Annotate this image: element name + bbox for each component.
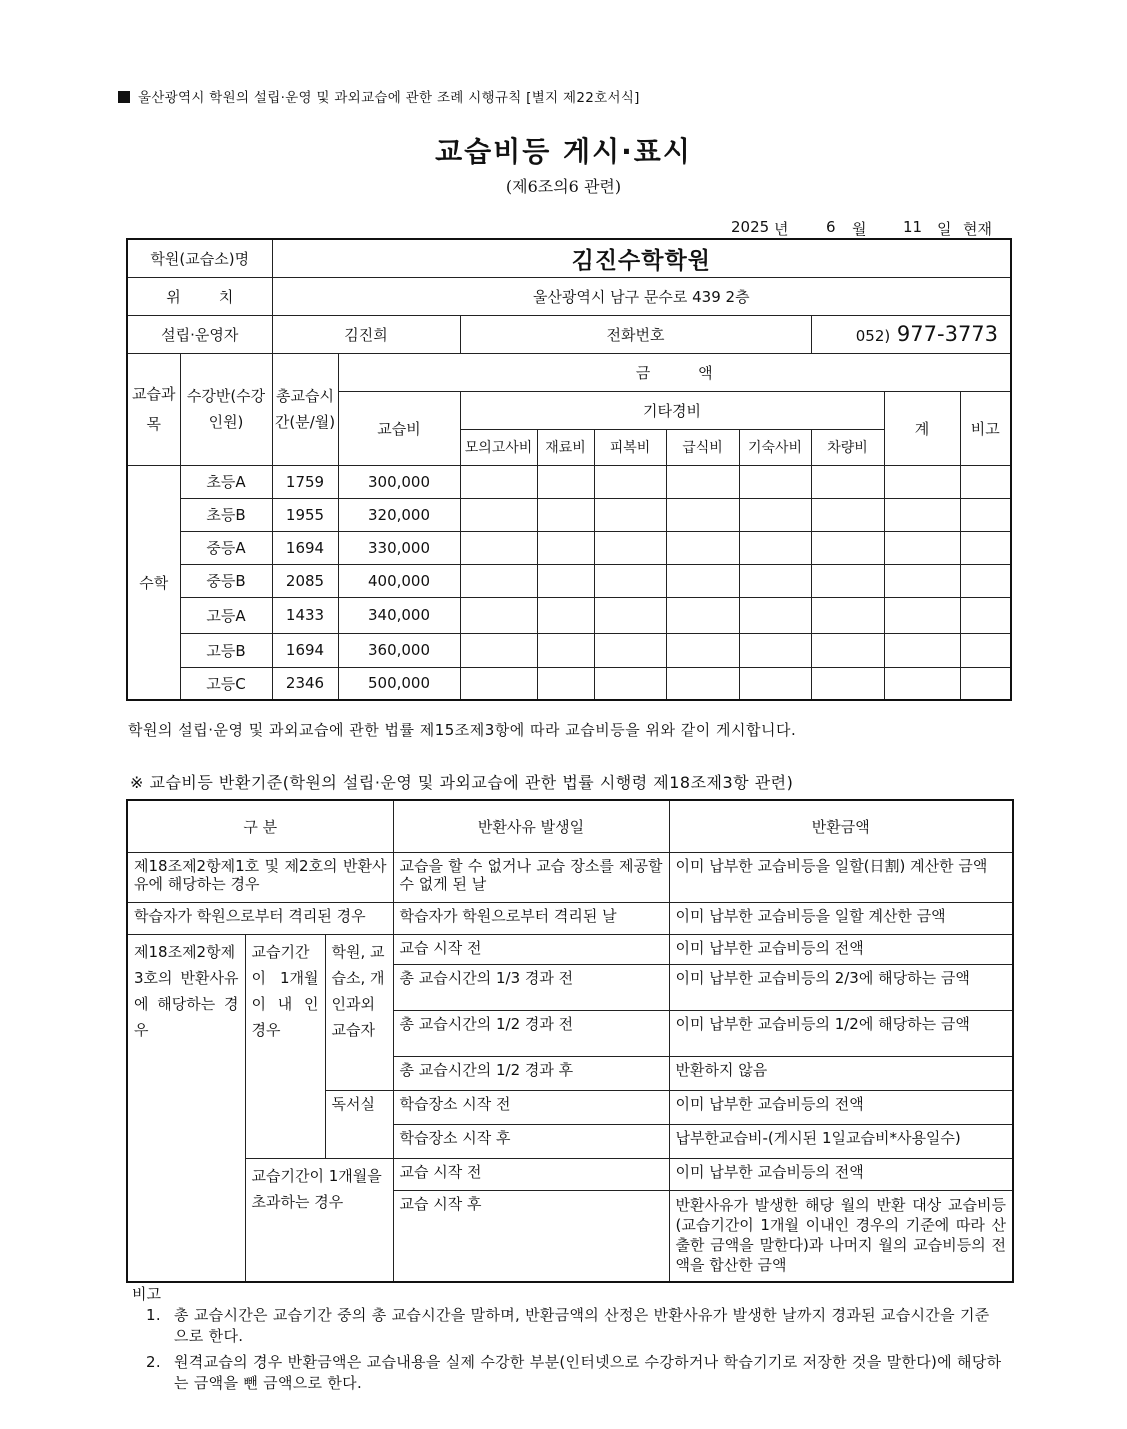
- page-title: 교습비등 게시·표시: [435, 135, 692, 168]
- refund-occurrence: 학습자가 학원으로부터 격리된 날: [393, 902, 669, 934]
- class-cell: 중등A: [180, 531, 272, 564]
- refund-header-category: 구 분: [127, 800, 393, 852]
- header-other-item: 재료비: [537, 429, 594, 465]
- header-other-item: 모의고사비: [460, 429, 537, 465]
- operator-value: 김진희: [272, 315, 460, 353]
- remarks-item: [146, 1305, 1008, 1347]
- remarks-item-text: 총 교습시간은 교습기간 중의 총 교습시간을 말하며, 반환금액의 산정은 반환사유가 발생한 날까지 경과된 교습시간을 기준으로 한다.: [174, 1306, 990, 1345]
- operator-label: 설립·운영자: [127, 315, 272, 353]
- table-row: [127, 531, 1011, 564]
- remarks-item-number: 1.: [146, 1306, 161, 1324]
- remarks-item: [146, 1352, 1008, 1394]
- refund-amount: 납부한교습비-(게시된 1일교습비*사용일수): [669, 1124, 1013, 1158]
- remarks-label: 비고: [132, 1285, 161, 1303]
- refund-header-occurrence: 반환사유 발생일: [393, 800, 669, 852]
- refund-period-over-month: 교습기간이 1개월을 초과하는 경우: [245, 1158, 393, 1282]
- refund-occurrence: 학습장소 시작 후: [393, 1124, 669, 1158]
- refund-occurrence: 교습 시작 전: [393, 1158, 669, 1190]
- header-hours: 총교습시간(분/월): [272, 353, 338, 465]
- tuition-cell: 330,000: [338, 531, 460, 564]
- header-amount: 금 액: [338, 353, 1011, 391]
- date-suffix: 현재: [963, 220, 992, 238]
- academy-name: 김진수학학원: [272, 239, 1011, 277]
- table-row: [127, 564, 1011, 597]
- class-cell: 초등A: [180, 465, 272, 498]
- posting-notice: 학원의 설립·운영 및 과외교습에 관한 법률 제15조제3항에 따라 교습비등을 위와 같이 게시합니다.: [128, 721, 797, 739]
- class-cell: 고등B: [180, 633, 272, 667]
- form-reference-text: 울산광역시 학원의 설립·운영 및 과외교습에 관한 조례 시행규칙 [별지 제22호서식]: [138, 90, 640, 106]
- hours-cell: 1694: [272, 531, 338, 564]
- refund-amount: 이미 납부한 교습비등의 전액: [669, 1090, 1013, 1124]
- table-row: [127, 465, 1011, 498]
- location-label: 위 치: [127, 277, 272, 315]
- refund-title: ※ 교습비등 반환기준(학원의 설립·운영 및 과외교습에 관한 법률 시행령 제18조제3항 관련): [130, 773, 794, 792]
- refund-amount: 반환사유가 발생한 해당 월의 반환 대상 교습비등(교습기간이 1개월 이내인 경우의 기준에 따라 산출한 금액을 말한다)과 나머지 월의 교습비등의 전액을 합산한 금액: [669, 1190, 1013, 1282]
- header-other-item: 차량비: [811, 429, 884, 465]
- hours-cell: 1694: [272, 633, 338, 667]
- refund-amount: 반환하지 않음: [669, 1056, 1013, 1090]
- header-other: 기타경비: [460, 391, 884, 429]
- refund-amount: 이미 납부한 교습비등을 일할(日割) 계산한 금액: [669, 852, 1013, 902]
- phone-prefix: 052): [855, 327, 891, 345]
- header-other-item: 급식비: [666, 429, 739, 465]
- header-remarks: 비고: [960, 391, 1011, 465]
- refund-amount: 이미 납부한 교습비등의 2/3에 해당하는 금액: [669, 964, 1013, 1010]
- academy-name-label: 학원(교습소)명: [127, 239, 272, 277]
- table-row: [127, 597, 1011, 633]
- tuition-cell: 340,000: [338, 597, 460, 633]
- refund-amount: 이미 납부한 교습비등의 1/2에 해당하는 금액: [669, 1010, 1013, 1056]
- header-tuition: 교습비: [338, 391, 460, 465]
- refund-amount: 이미 납부한 교습비등의 전액: [669, 934, 1013, 964]
- refund-category: 제18조제2항제1호 및 제2호의 반환사유에 해당하는 경우: [127, 852, 393, 902]
- class-cell: 중등B: [180, 564, 272, 597]
- tuition-cell: 320,000: [338, 498, 460, 531]
- refund-type-academy: 학원, 교습소, 개인과외교습자: [325, 934, 393, 1090]
- refund-category: 학습자가 학원으로부터 격리된 경우: [127, 902, 393, 934]
- refund-period-under-month: 교습기간이 1개월 이 내 인 경우: [245, 934, 325, 1158]
- header-other-item: 기숙사비: [739, 429, 811, 465]
- date-month: 6: [826, 218, 836, 236]
- class-cell: 고등C: [180, 667, 272, 700]
- header-subject: 교습과목: [127, 353, 180, 465]
- class-cell: 초등B: [180, 498, 272, 531]
- hours-cell: 1759: [272, 465, 338, 498]
- refund-occurrence: 교습을 할 수 없거나 교습 장소를 제공할 수 없게 된 날: [393, 852, 669, 902]
- refund-occurrence: 총 교습시간의 1/2 경과 전: [393, 1010, 669, 1056]
- tuition-cell: 400,000: [338, 564, 460, 597]
- class-cell: 고등A: [180, 597, 272, 633]
- date-day: 11: [903, 218, 923, 236]
- table-row: [127, 667, 1011, 700]
- header-other-item: 피복비: [594, 429, 666, 465]
- phone-value: [811, 315, 1011, 353]
- refund-table: [126, 799, 1014, 1283]
- header-class: 수강반(수강인원): [180, 353, 272, 465]
- refund-amount: 이미 납부한 교습비등의 전액: [669, 1158, 1013, 1190]
- date-day-unit: 일: [937, 220, 952, 238]
- square-bullet-icon: [118, 91, 130, 103]
- refund-amount: 이미 납부한 교습비등을 일할 계산한 금액: [669, 902, 1013, 934]
- refund-occurrence: 총 교습시간의 1/2 경과 후: [393, 1056, 669, 1090]
- table-row: [127, 498, 1011, 531]
- subject-cell: 수학: [127, 465, 180, 700]
- refund-header-amount: 반환금액: [669, 800, 1013, 852]
- tuition-cell: 360,000: [338, 633, 460, 667]
- tuition-cell: 500,000: [338, 667, 460, 700]
- hours-cell: 1433: [272, 597, 338, 633]
- tuition-cell: 300,000: [338, 465, 460, 498]
- remarks-item-text: 원격교습의 경우 반환금액은 교습내용을 실제 수강한 부분(인터넷으로 수강하거나 학습기기로 저장한 것을 말한다)에 해당하는 금액을 뺀 금액으로 한다.: [174, 1353, 1002, 1392]
- remarks-item-number: 2.: [146, 1353, 161, 1371]
- refund-occurrence: 학습장소 시작 전: [393, 1090, 669, 1124]
- date-month-unit: 월: [852, 220, 867, 238]
- refund-category: 제18조제2항제3호의 반환사유에 해당하는 경우: [127, 934, 245, 1282]
- page-subtitle: (제6조의6 관련): [505, 177, 622, 196]
- refund-occurrence: 교습 시작 전: [393, 934, 669, 964]
- location-value: 울산광역시 남구 문수로 439 2층: [272, 277, 1011, 315]
- hours-cell: 2085: [272, 564, 338, 597]
- date-year: 2025: [731, 218, 770, 236]
- table-row: [127, 633, 1011, 667]
- hours-cell: 1955: [272, 498, 338, 531]
- phone-label: 전화번호: [460, 315, 811, 353]
- refund-occurrence: 교습 시작 후: [393, 1190, 669, 1282]
- date-year-unit: 년: [774, 220, 789, 238]
- header-total: 계: [884, 391, 960, 465]
- fee-table: [126, 238, 1012, 701]
- phone-number: 977-3773: [896, 322, 999, 346]
- form-reference: [118, 86, 640, 106]
- hours-cell: 2346: [272, 667, 338, 700]
- refund-type-study-room: 독서실: [325, 1090, 393, 1158]
- refund-occurrence: 총 교습시간의 1/3 경과 전: [393, 964, 669, 1010]
